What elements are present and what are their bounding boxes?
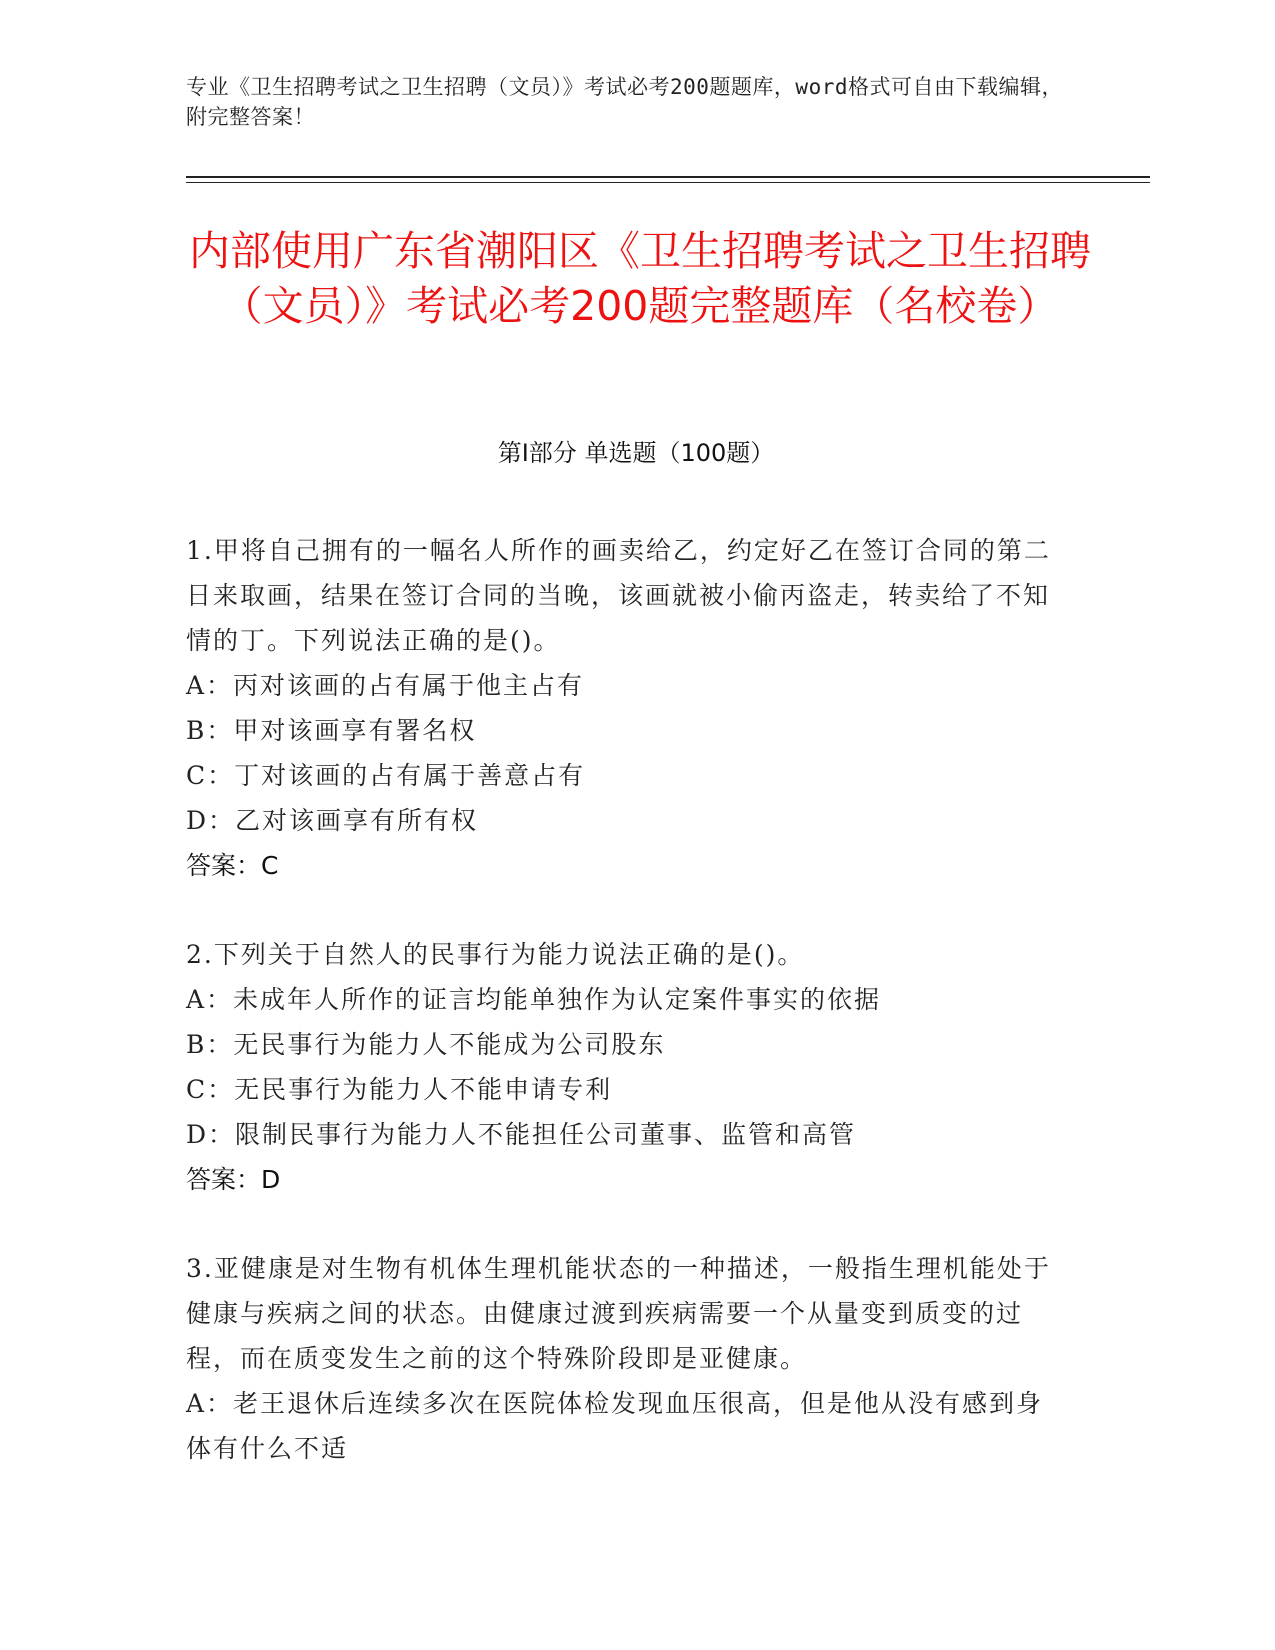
document-title: 内部使用广东省潮阳区《卫生招聘考试之卫生招聘（文员）》考试必考200题完整题库（名校卷） bbox=[189, 227, 1091, 330]
option-b: B：甲对该画享有署名权 bbox=[186, 716, 477, 745]
option-d: D：限制民事行为能力人不能担任公司董事、监管和高管 bbox=[186, 1120, 857, 1149]
option-b: B：无民事行为能力人不能成为公司股东 bbox=[186, 1030, 666, 1059]
section-title: 第Ⅰ部分 单选题（100题） bbox=[497, 439, 775, 467]
option-c: C：丁对该画的占有属于善意占有 bbox=[186, 761, 586, 790]
header-note: 专业《卫生招聘考试之卫生招聘（文员）》考试必考200题题库，word格式可自由下载编辑，附完整答案！ bbox=[186, 75, 1063, 129]
option-d: D：乙对该画享有所有权 bbox=[186, 806, 479, 835]
header-divider-thin bbox=[186, 182, 1150, 183]
answer: 答案：C bbox=[186, 851, 279, 880]
question-2 bbox=[186, 932, 1066, 1202]
option-a: A：丙对该画的占有属于他主占有 bbox=[186, 671, 585, 700]
question-3 bbox=[186, 1246, 1066, 1471]
option-c: C：无民事行为能力人不能申请专利 bbox=[186, 1075, 613, 1104]
question-list bbox=[186, 528, 1066, 1515]
header-divider-thick bbox=[186, 176, 1150, 178]
answer: 答案：D bbox=[186, 1165, 281, 1194]
question-stem: 1.甲将自己拥有的一幅名人所作的画卖给乙，约定好乙在签订合同的第二日来取画，结果在签订合同的当晚，该画就被小偷丙盗走，转卖给了不知情的丁。下列说法正确的是()。 bbox=[186, 536, 1051, 655]
option-a: A：老王退休后连续多次在医院体检发现血压很高，但是他从没有感到身体有什么不适 bbox=[186, 1389, 1044, 1463]
question-1 bbox=[186, 528, 1066, 888]
question-stem: 2.下列关于自然人的民事行为能力说法正确的是()。 bbox=[186, 940, 805, 969]
question-stem: 3.亚健康是对生物有机体生理机能状态的一种描述，一般指生理机能处于健康与疾病之间的状态。由健康过渡到疾病需要一个从量变到质变的过程，而在质变发生之前的这个特殊阶段即是亚健康。 bbox=[186, 1254, 1051, 1373]
option-a: A：未成年人所作的证言均能单独作为认定案件事实的依据 bbox=[186, 985, 882, 1014]
